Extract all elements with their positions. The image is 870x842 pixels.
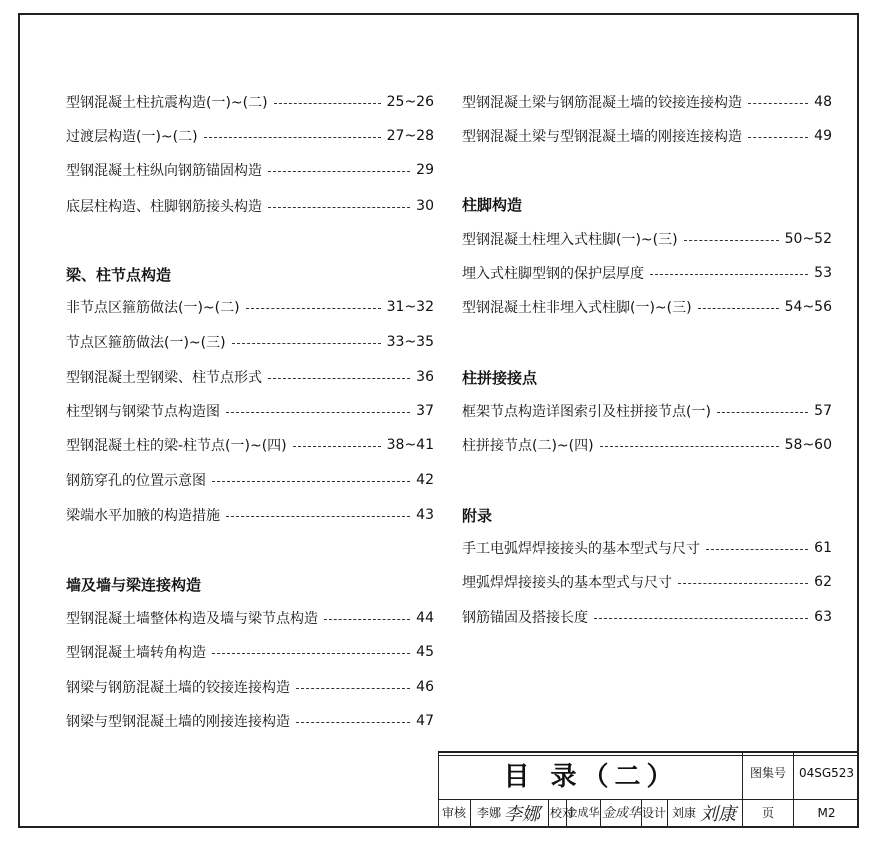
section-heading: 梁、柱节点构造	[66, 266, 172, 284]
atlas-number: 04SG523	[798, 766, 855, 780]
toc-entry-title: 型钢混凝土墙整体构造及墙与梁节点构造	[66, 611, 318, 627]
review-label: 审核	[441, 806, 466, 820]
leader-dashes	[698, 308, 779, 309]
leader-dashes	[212, 653, 410, 654]
toc-entry-title: 柱拼接节点(二)~(四)	[462, 438, 594, 454]
toc-entry-title: 框架节点构造详图索引及柱拼接节点(一)	[462, 404, 711, 420]
leader-dashes	[268, 207, 410, 208]
leader-dashes	[324, 619, 410, 620]
toc-entry[interactable]	[462, 91, 832, 113]
toc-entry-title: 底层柱构造、柱脚钢筋接头构造	[66, 199, 262, 215]
divider	[600, 799, 601, 828]
title-block	[438, 751, 859, 828]
toc-entry[interactable]	[66, 366, 434, 388]
leader-dashes	[232, 343, 381, 344]
toc-entry-title: 钢梁与钢筋混凝土墙的铰接连接构造	[66, 680, 290, 696]
toc-entry-page: 37	[416, 403, 434, 419]
toc-entry-page: 38~41	[386, 437, 434, 453]
leader-dashes	[204, 137, 381, 138]
toc-entry-page: 61	[814, 540, 832, 556]
toc-entry[interactable]	[66, 607, 434, 629]
leader-dashes	[684, 240, 779, 241]
toc-entry[interactable]	[66, 434, 434, 456]
toc-entry[interactable]	[462, 400, 832, 422]
toc-entry[interactable]	[66, 676, 434, 698]
toc-entry-page: 50~52	[784, 231, 832, 247]
toc-entry[interactable]	[66, 91, 434, 113]
toc-entry-page: 30	[416, 198, 434, 214]
toc-entry-title: 型钢混凝土柱纵向钢筋锚固构造	[66, 163, 262, 179]
toc-entry[interactable]	[66, 296, 434, 318]
leader-dashes	[717, 412, 808, 413]
leader-dashes	[246, 308, 381, 309]
toc-entry-title: 柱型钢与钢梁节点构造图	[66, 404, 220, 420]
toc-entry-title: 型钢混凝土梁与型钢混凝土墙的刚接连接构造	[462, 129, 742, 145]
toc-entry[interactable]	[66, 504, 434, 526]
toc-entry-title: 型钢混凝土柱抗震构造(一)~(二)	[66, 95, 268, 111]
toc-entry-page: 58~60	[784, 437, 832, 453]
toc-entry-title: 型钢混凝土梁与钢筋混凝土墙的铰接连接构造	[462, 95, 742, 111]
toc-entry[interactable]	[462, 125, 832, 147]
toc-entry[interactable]	[66, 195, 434, 217]
toc-entry[interactable]	[462, 262, 832, 284]
leader-dashes	[748, 137, 808, 138]
toc-entry-page: 42	[416, 472, 434, 488]
toc-entry-page: 63	[814, 609, 832, 625]
title-block-top-border	[438, 751, 859, 753]
toc-entry-title: 埋入式柱脚型钢的保护层厚度	[462, 266, 644, 282]
atlas-label: 图集号	[749, 766, 786, 780]
leader-dashes	[293, 446, 381, 447]
toc-entry[interactable]	[462, 296, 832, 318]
leader-dashes	[650, 274, 808, 275]
leader-dashes	[268, 378, 410, 379]
design-label: 设计	[641, 806, 666, 820]
toc-entry-page: 36	[416, 369, 434, 385]
leader-dashes	[678, 583, 808, 584]
toc-entry-page: 54~56	[784, 299, 832, 315]
toc-entry-title: 钢筋锚固及搭接长度	[462, 610, 588, 626]
leader-dashes	[296, 688, 410, 689]
toc-entry-page: 48	[814, 94, 832, 110]
designer-signature: 刘康	[700, 804, 736, 825]
toc-entry-page: 27~28	[386, 128, 434, 144]
section-heading: 墙及墙与梁连接构造	[66, 576, 202, 594]
leader-dashes	[226, 516, 410, 517]
toc-entry-page: 62	[814, 574, 832, 590]
toc-entry[interactable]	[462, 228, 832, 250]
toc-entry-page: 31~32	[386, 299, 434, 315]
toc-entry-title: 型钢混凝土柱非埋入式柱脚(一)~(三)	[462, 300, 692, 316]
leader-dashes	[226, 412, 410, 413]
toc-entry-page: 33~35	[386, 334, 434, 350]
toc-entry[interactable]	[462, 606, 832, 628]
toc-entry-title: 手工电弧焊焊接接头的基本型式与尺寸	[462, 541, 700, 557]
page-number: M2	[817, 806, 836, 820]
toc-entry-page: 25~26	[386, 94, 434, 110]
toc-entry[interactable]	[462, 571, 832, 593]
designer-name: 刘康	[671, 806, 696, 820]
toc-entry[interactable]	[66, 400, 434, 422]
toc-entry-page: 53	[814, 265, 832, 281]
toc-entry-page: 47	[416, 713, 434, 729]
toc-entry-title: 型钢混凝土柱埋入式柱脚(一)~(三)	[462, 232, 678, 248]
leader-dashes	[748, 103, 808, 104]
toc-entry-page: 29	[416, 162, 434, 178]
toc-entry[interactable]	[66, 125, 434, 147]
toc-entry-title: 节点区箍筋做法(一)~(三)	[66, 335, 226, 351]
toc-entry-title: 型钢混凝土墙转角构造	[66, 645, 206, 661]
toc-entry-title: 钢梁与型钢混凝土墙的刚接连接构造	[66, 714, 290, 730]
sheet-title: 目 录（二）	[503, 762, 679, 792]
toc-entry-page: 45	[416, 644, 434, 660]
toc-entry-title: 型钢混凝土型钢梁、柱节点形式	[66, 370, 262, 386]
toc-entry-title: 埋弧焊焊接接头的基本型式与尺寸	[462, 575, 672, 591]
check-label: 校对	[549, 806, 574, 820]
leader-dashes	[706, 549, 808, 550]
divider	[438, 799, 859, 800]
toc-entry-title: 型钢混凝土柱的梁-柱节点(一)~(四)	[66, 438, 287, 454]
toc-entry[interactable]	[66, 710, 434, 732]
toc-entry[interactable]	[66, 331, 434, 353]
toc-entry-title: 过渡层构造(一)~(二)	[66, 129, 198, 145]
section-heading: 柱脚构造	[462, 196, 523, 214]
toc-entry-title: 非节点区箍筋做法(一)~(二)	[66, 300, 240, 316]
leader-dashes	[274, 103, 381, 104]
checker-name: 金成华	[566, 806, 600, 819]
leader-dashes	[212, 481, 410, 482]
page-label: 页	[761, 806, 774, 820]
leader-dashes	[268, 171, 410, 172]
toc-entry-title: 钢筋穿孔的位置示意图	[66, 473, 206, 489]
leader-dashes	[600, 446, 779, 447]
checker-signature: 金成华	[602, 806, 642, 821]
reviewer-signature: 李娜	[504, 804, 540, 825]
section-heading: 附录	[462, 507, 493, 525]
toc-entry-page: 57	[814, 403, 832, 419]
reviewer-name: 李娜	[476, 806, 501, 820]
section-heading: 柱拼接接点	[462, 369, 538, 387]
toc-entry-page: 46	[416, 679, 434, 695]
toc-entry-page: 49	[814, 128, 832, 144]
leader-dashes	[594, 618, 808, 619]
toc-entry[interactable]	[462, 537, 832, 559]
toc-entry-page: 43	[416, 507, 434, 523]
toc-entry-title: 梁端水平加腋的构造措施	[66, 508, 220, 524]
toc-entry[interactable]	[462, 434, 832, 456]
toc-entry[interactable]	[66, 641, 434, 663]
toc-entry-page: 44	[416, 610, 434, 626]
leader-dashes	[296, 722, 410, 723]
toc-entry[interactable]	[66, 159, 434, 181]
toc-entry[interactable]	[66, 469, 434, 491]
